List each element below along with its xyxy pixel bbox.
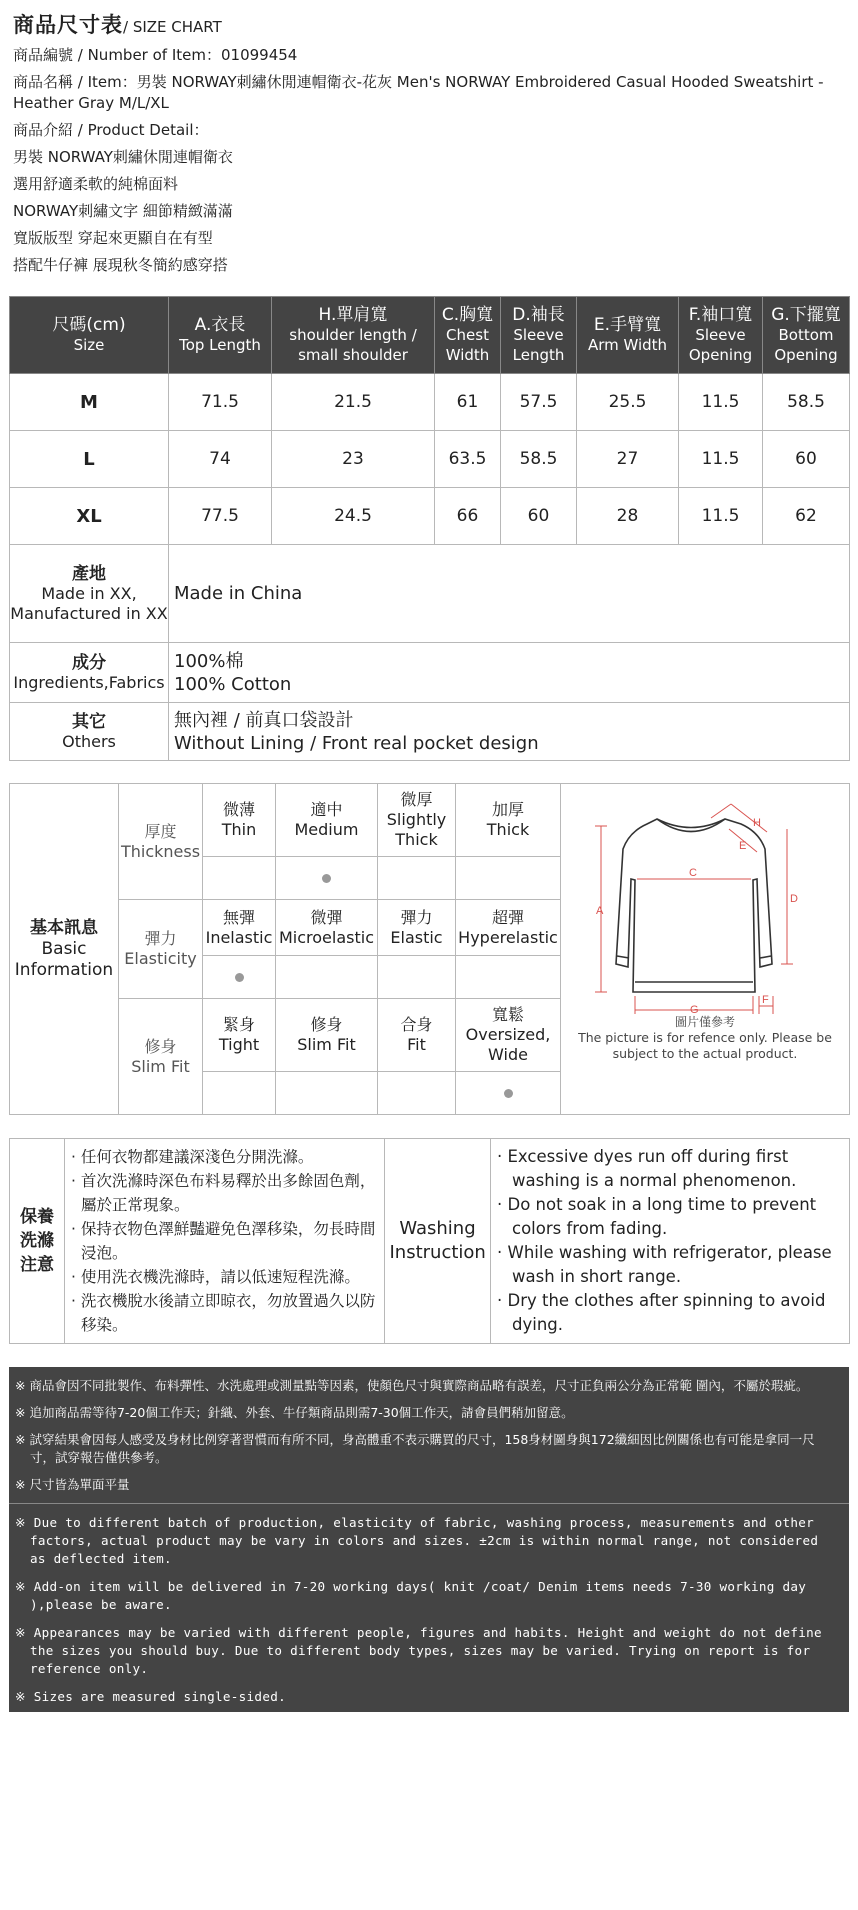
header-shoulder: H.單肩寬 shoulder length / small shoulder xyxy=(272,297,435,374)
thickness-option: 適中 Medium xyxy=(276,784,378,857)
size-table-header xyxy=(10,297,850,374)
table-cell: 60 xyxy=(501,488,577,545)
thickness-label: 厚度 Thickness xyxy=(119,784,203,900)
diagram-label-f: F xyxy=(762,994,769,1006)
table-row xyxy=(10,374,850,431)
washing-table xyxy=(9,1138,850,1344)
header-size: 尺碼(cm) Size xyxy=(10,297,169,374)
detail-line: 選用舒適柔軟的純棉面料 xyxy=(13,175,179,193)
washing-item: · 使用洗衣機洗滌時，請以低速短程洗滌。 xyxy=(71,1265,380,1289)
fabric-value: 100%棉 100% Cotton xyxy=(169,643,850,703)
fit-mark xyxy=(378,1072,456,1115)
table-cell: 58.5 xyxy=(763,374,850,431)
detail-line: 搭配牛仔褲 展現秋冬簡約感穿搭 xyxy=(13,256,228,274)
selected-dot xyxy=(322,874,331,883)
note-item: ※ 試穿結果會因每人感受及身材比例穿著習慣而有所不同，身高體重不表示購買的尺寸，158身材圖身與172纖細因比例關係也有可能是拿同一尺寸，試穿報告僅供參考。 xyxy=(15,1432,815,1465)
note-item: ※ Appearances may be varied with different people, figures and habits. Height and weight do not define the sizes you should buy. Due to different body types, sizes may be varied. Trying on report is for reference only. xyxy=(15,1625,822,1676)
note-item: ※ Add-on item will be delivered in 7-20 working days( knit /coat/ Denim items needs 7-30 working day ),please be aware. xyxy=(15,1579,807,1612)
origin-value: Made in China xyxy=(169,545,850,643)
table-cell: 21.5 xyxy=(272,374,435,431)
diagram-label-e: E xyxy=(739,840,747,852)
item-number: 商品編號 / Number of Item：01099454 xyxy=(13,46,298,64)
table-cell: 28 xyxy=(577,488,679,545)
washing-label-zh: 保養洗滌注意 xyxy=(10,1139,65,1344)
title-en: / SIZE CHART xyxy=(123,18,222,36)
notes-zh xyxy=(9,1367,849,1494)
others-row xyxy=(10,703,850,761)
others-value: 無內裡 / 前真口袋設計 Without Lining / Front real pocket design xyxy=(169,703,850,761)
note-item: ※ 尺寸皆為單面平量 xyxy=(15,1477,130,1492)
washing-item: · Dry the clothes after spinning to avoid dying. xyxy=(497,1289,843,1337)
table-cell: 24.5 xyxy=(272,488,435,545)
washing-list-zh xyxy=(65,1139,385,1344)
diagram-label-c: C xyxy=(689,867,697,879)
fabric-row xyxy=(10,643,850,703)
table-cell: 58.5 xyxy=(501,431,577,488)
notes-panel xyxy=(9,1367,849,1712)
washing-item: · While washing with refrigerator, please wash in short range. xyxy=(497,1241,843,1289)
origin-row xyxy=(10,545,850,643)
table-row xyxy=(10,431,850,488)
note-item: ※ Due to different batch of production, elasticity of fabric, washing process, measurements and other factors, actual product may be vary in colors and sizes. ±2cm is within normal range, not considered as deflected item. xyxy=(15,1515,819,1566)
thickness-mark xyxy=(276,857,378,900)
washing-item: · Do not soak in a long time to prevent colors from fading. xyxy=(497,1193,843,1241)
table-row xyxy=(10,488,850,545)
elasticity-option: 無彈 Inelastic xyxy=(203,900,276,956)
table-cell: 25.5 xyxy=(577,374,679,431)
table-cell: 11.5 xyxy=(679,488,763,545)
fit-mark xyxy=(203,1072,276,1115)
selected-dot xyxy=(504,1089,513,1098)
table-cell: 27 xyxy=(577,431,679,488)
fit-option: 寬鬆 Oversized, Wide xyxy=(456,999,561,1072)
table-cell: 77.5 xyxy=(169,488,272,545)
fit-mark xyxy=(276,1072,378,1115)
washing-item: · 任何衣物都建議深淺色分開洗滌。 xyxy=(71,1145,380,1169)
item-name: 商品名稱 / Item：男裝 NORWAY刺繡休閒連帽衛衣-花灰 Men's NORWAY Embroidered Casual Hooded Sweatshirt - Heather Gray M/L/XL xyxy=(13,73,824,112)
table-cell: 57.5 xyxy=(501,374,577,431)
washing-list-en xyxy=(491,1139,850,1344)
elasticity-mark xyxy=(203,956,276,999)
table-cell: 11.5 xyxy=(679,374,763,431)
size-cell: XL xyxy=(10,488,169,545)
selected-dot xyxy=(235,973,244,982)
sweatshirt-diagram xyxy=(561,784,848,1014)
header-sleeve-opening: F.袖口寬 Sleeve Opening xyxy=(679,297,763,374)
fit-option: 緊身 Tight xyxy=(203,999,276,1072)
table-cell: 23 xyxy=(272,431,435,488)
diagram-label-d: D xyxy=(790,893,798,905)
washing-item: · 首次洗滌時深色布料易釋於出多餘固色劑，屬於正常現象。 xyxy=(71,1169,380,1217)
detail-label: 商品介紹 / Product Detail： xyxy=(13,121,209,139)
detail-line: 男裝 NORWAY刺繡休閒連帽衛衣 xyxy=(13,148,233,166)
table-cell: 63.5 xyxy=(435,431,501,488)
fit-option: 修身 Slim Fit xyxy=(276,999,378,1072)
page-title xyxy=(13,10,848,42)
table-cell: 66 xyxy=(435,488,501,545)
thickness-mark xyxy=(378,857,456,900)
elasticity-option: 彈力 Elastic xyxy=(378,900,456,956)
fabric-label: 成分 Ingredients,Fabrics xyxy=(10,643,169,703)
elasticity-mark xyxy=(378,956,456,999)
title-zh: 商品尺寸表 xyxy=(13,13,123,37)
elasticity-mark xyxy=(456,956,561,999)
header-chest: C.胸寬 Chest Width xyxy=(435,297,501,374)
washing-item: · 保持衣物色澤鮮豔避免色澤移染，勿長時間浸泡。 xyxy=(71,1217,380,1265)
thickness-option: 微薄 Thin xyxy=(203,784,276,857)
garment-diagram-cell xyxy=(561,784,850,1115)
table-cell: 71.5 xyxy=(169,374,272,431)
origin-label: 產地 Made in XX, Manufactured in XX xyxy=(10,545,169,643)
diagram-label-a: A xyxy=(596,905,604,917)
size-table xyxy=(9,296,850,761)
header-bottom-opening: G.下擺寬 Bottom Opening xyxy=(763,297,850,374)
note-item: ※ 商品會因不同批製作、布料彈性、水洗處理或測量點等因素，使顏色尺寸與實際商品略有誤差，尺寸正負兩公分為正常範 圍內，不屬於瑕疵。 xyxy=(15,1378,809,1393)
washing-label-en: Washing Instruction xyxy=(385,1139,491,1344)
note-item: ※ 追加商品需等待7-20個工作天；針織、外套、牛仔類商品則需7-30個工作天，請會員們稍加留意。 xyxy=(15,1405,574,1420)
note-item: ※ Sizes are measured single-sided. xyxy=(15,1689,286,1704)
table-cell: 74 xyxy=(169,431,272,488)
elasticity-label: 彈力 Elasticity xyxy=(119,900,203,999)
thickness-option: 加厚 Thick xyxy=(456,784,561,857)
thickness-option: 微厚 Slightly Thick xyxy=(378,784,456,857)
washing-item: · 洗衣機脫水後請立即晾衣，勿放置過久以防移染。 xyxy=(71,1289,380,1337)
table-cell: 61 xyxy=(435,374,501,431)
washing-item: · Excessive dyes run off during first washing is a normal phenomenon. xyxy=(497,1145,843,1193)
diagram-label-g: G xyxy=(690,1004,699,1014)
table-cell: 11.5 xyxy=(679,431,763,488)
product-header xyxy=(13,10,848,279)
basic-info-label: 基本訊息 Basic Information xyxy=(10,784,119,1115)
elasticity-mark xyxy=(276,956,378,999)
table-cell: 60 xyxy=(763,431,850,488)
fit-label: 修身 Slim Fit xyxy=(119,999,203,1115)
others-label: 其它 Others xyxy=(10,703,169,761)
thickness-mark xyxy=(456,857,561,900)
fit-mark xyxy=(456,1072,561,1115)
notes-en xyxy=(9,1504,849,1706)
header-sleeve-length: D.袖長 Sleeve Length xyxy=(501,297,577,374)
detail-line: 寬版版型 穿起來更顯自在有型 xyxy=(13,229,213,247)
basic-info-table xyxy=(9,783,850,1115)
header-arm-width: E.手臂寬 Arm Width xyxy=(577,297,679,374)
diagram-caption: 圖片僅參考 The picture is for refence only. Please be subject to the actual product. xyxy=(578,1015,832,1061)
fit-option: 合身 Fit xyxy=(378,999,456,1072)
thickness-mark xyxy=(203,857,276,900)
header-top-length: A.衣長 Top Length xyxy=(169,297,272,374)
size-cell: L xyxy=(10,431,169,488)
detail-line: NORWAY刺繡文字 細節精緻滿滿 xyxy=(13,202,233,220)
elasticity-option: 超彈 Hyperelastic xyxy=(456,900,561,956)
elasticity-option: 微彈 Microelastic xyxy=(276,900,378,956)
table-cell: 62 xyxy=(763,488,850,545)
size-cell: M xyxy=(10,374,169,431)
diagram-label-h: H xyxy=(753,817,761,829)
